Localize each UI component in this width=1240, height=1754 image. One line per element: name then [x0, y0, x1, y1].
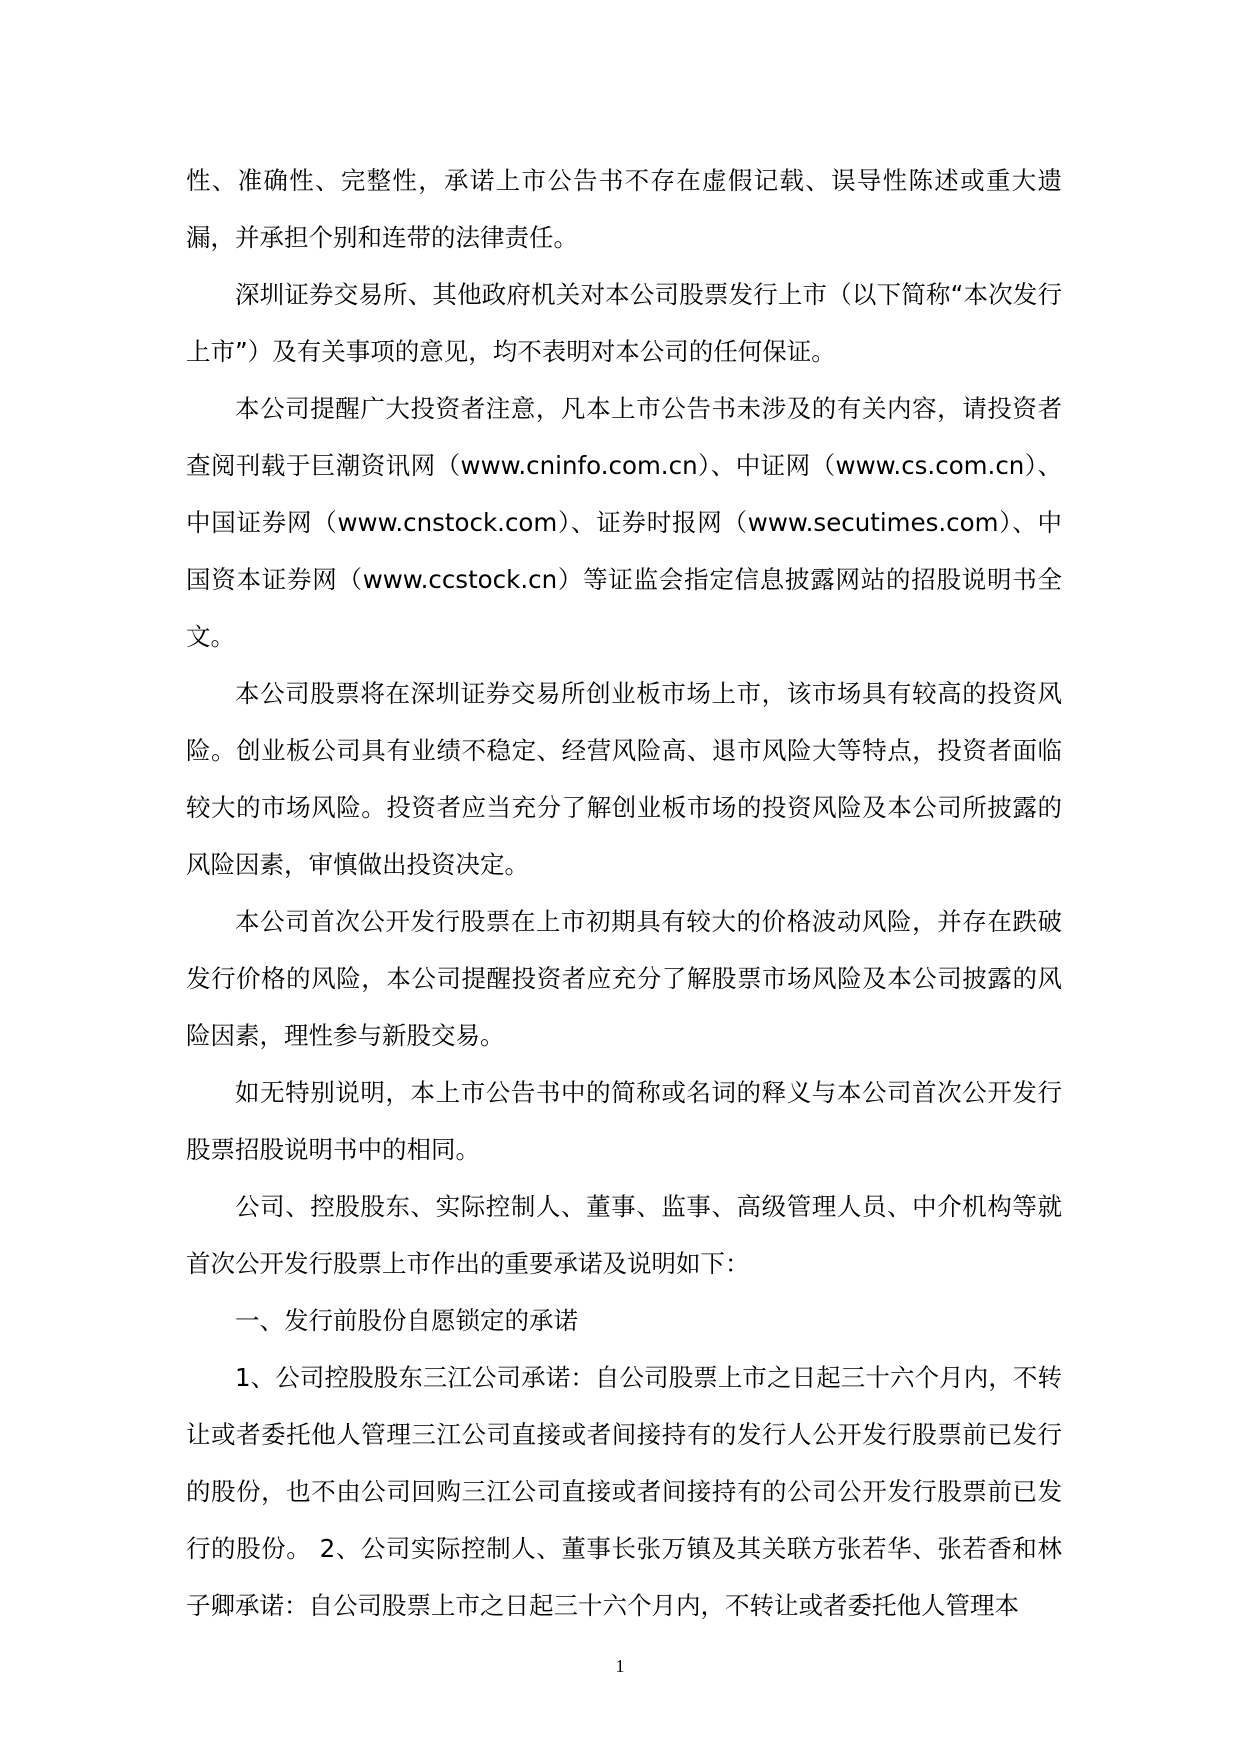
paragraph-investor-notice: 本公司提醒广大投资者注意，凡本上市公告书未涉及的有关内容，请投资者查阅刊载于巨潮资讯网（www.cninfo.com.cn）、中证网（www.cs.com.cn）、中国证券网（www.cnstock.com）、证券时报网（www.secutimes.com）、中国资本证券网（www.ccstock.cn）等证监会指定信息披露网站的招股说明书全文。: [186, 394, 1062, 651]
paragraph-price-risk: 本公司首次公开发行股票在上市初期具有较大的价格波动风险，并存在跌破发行价格的风险，本公司提醒投资者应充分了解股票市场风险及本公司披露的风险因素，理性参与新股交易。: [186, 907, 1062, 1050]
paragraph-gem-risk: 本公司股票将在深圳证券交易所创业板市场上市，该市场具有较高的投资风险。创业板公司具有业绩不稳定、经营风险高、退市风险大等特点，投资者面临较大的市场风险。投资者应当充分了解创业板市场的投资风险及本公司所披露的风险因素，审慎做出投资决定。: [186, 679, 1062, 879]
paragraph-exchange-disclaimer: 深圳证券交易所、其他政府机关对本公司股票发行上市（以下简称“本次发行上市”）及有关事项的意见，均不表明对本公司的任何保证。: [186, 280, 1062, 366]
section-heading-lockup: 一、发行前股份自愿锁定的承诺: [235, 1306, 578, 1335]
paragraph-continuation: 性、准确性、完整性，承诺上市公告书不存在虚假记载、误导性陈述或重大遗漏，并承担个别和连带的法律责任。: [186, 166, 1062, 252]
paragraph-lockup-commitments: 1、公司控股股东三江公司承诺：自公司股票上市之日起三十六个月内，不转让或者委托他人管理三江公司直接或者间接持有的发行人公开发行股票前已发行的股份，也不由公司回购三江公司直接或者间接持有的公司公开发行股票前已发行的股份。 2、公司实际控制人、董事长张万镇及其关联方张若华、张若香和林子卿承诺：自公司股票上市之日起三十六个月内，不转让或者委托他人管理本: [186, 1363, 1062, 1620]
paragraph-definitions: 如无特别说明，本上市公告书中的简称或名词的释义与本公司首次公开发行股票招股说明书中的相同。: [186, 1078, 1062, 1164]
page-number: 1: [615, 1656, 625, 1676]
paragraph-commitments-intro: 公司、控股股东、实际控制人、董事、监事、高级管理人员、中介机构等就首次公开发行股票上市作出的重要承诺及说明如下：: [186, 1192, 1062, 1278]
document-body: [186, 152, 1062, 1634]
